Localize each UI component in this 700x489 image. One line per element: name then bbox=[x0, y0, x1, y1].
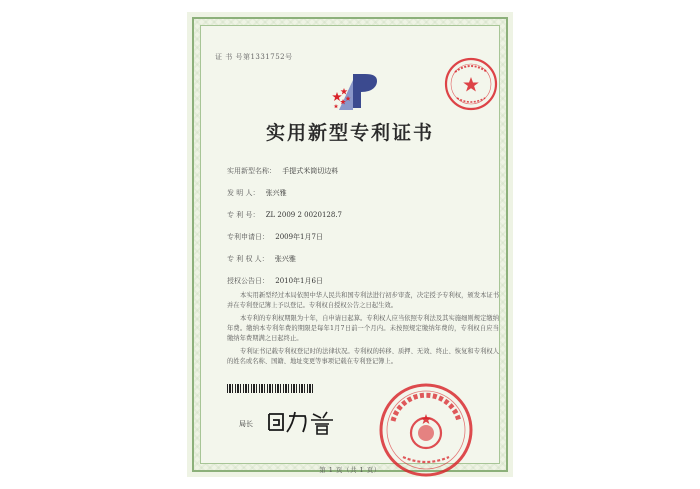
field-value: 手提式米筒切边料 bbox=[282, 167, 339, 175]
body-paragraph: 本实用新型经过本局依照中华人民共和国专利法进行初步审查，决定授予专利权，颁发本证书并在专利登记簿上予以登记。专利权自授权公告之日起生效。 bbox=[227, 292, 499, 309]
body-paragraph: 本专利的专利权期限为十年，自申请日起算。专利权人应当依照专利法及其实施细则规定缴纳年费。缴纳本专利年费的期限是每年1月7日前一个月内。未按照规定缴纳年费的，专利权自应当缴纳年费期满之日起终止。 bbox=[227, 315, 499, 342]
field-label: 专利申请日： bbox=[227, 233, 269, 241]
grant-date-field bbox=[227, 276, 323, 286]
decorative-border bbox=[192, 17, 508, 472]
page-number: 第 1 页（共 1 页） bbox=[319, 466, 381, 474]
field-value: 张兴雅 bbox=[265, 189, 287, 197]
field-label: 实用新型名称： bbox=[227, 167, 276, 175]
certificate-title: 实用新型专利证书 bbox=[265, 122, 434, 144]
utility-model-name-field bbox=[227, 166, 338, 176]
director-label: 局长 bbox=[239, 420, 253, 428]
body-paragraph: 专利证书记载专利权登记时的法律状况。专利权的转移、质押、无效、终止、恢复和专利权人的姓名或名称、国籍、地址变更等事项记载在专利登记簿上。 bbox=[227, 348, 499, 365]
patent-number-field bbox=[227, 210, 342, 220]
field-label: 发 明 人： bbox=[227, 189, 260, 197]
field-label: 授权公告日： bbox=[227, 277, 269, 285]
inventor-field bbox=[227, 188, 287, 198]
certificate-number: 证 书 号第1331752号 bbox=[215, 53, 293, 61]
certificate-inner-panel bbox=[200, 25, 500, 474]
patent-certificate bbox=[187, 12, 513, 477]
director-signature-icon bbox=[265, 408, 345, 436]
patent-office-emblem-icon bbox=[331, 70, 381, 116]
field-label: 专 利 权 人： bbox=[227, 255, 269, 263]
field-value: ZL 2009 2 0020128.7 bbox=[265, 211, 342, 219]
barcode-icon bbox=[227, 384, 315, 393]
field-value: 2009年1月7日 bbox=[275, 233, 323, 241]
patentee-field bbox=[227, 254, 296, 264]
filing-date-field bbox=[227, 232, 323, 242]
top-red-seal-icon bbox=[443, 56, 499, 112]
certificate-body-text bbox=[227, 291, 499, 370]
field-value: 张兴雅 bbox=[274, 255, 296, 263]
field-value: 2010年1月6日 bbox=[275, 277, 323, 285]
field-label: 专 利 号： bbox=[227, 211, 260, 219]
